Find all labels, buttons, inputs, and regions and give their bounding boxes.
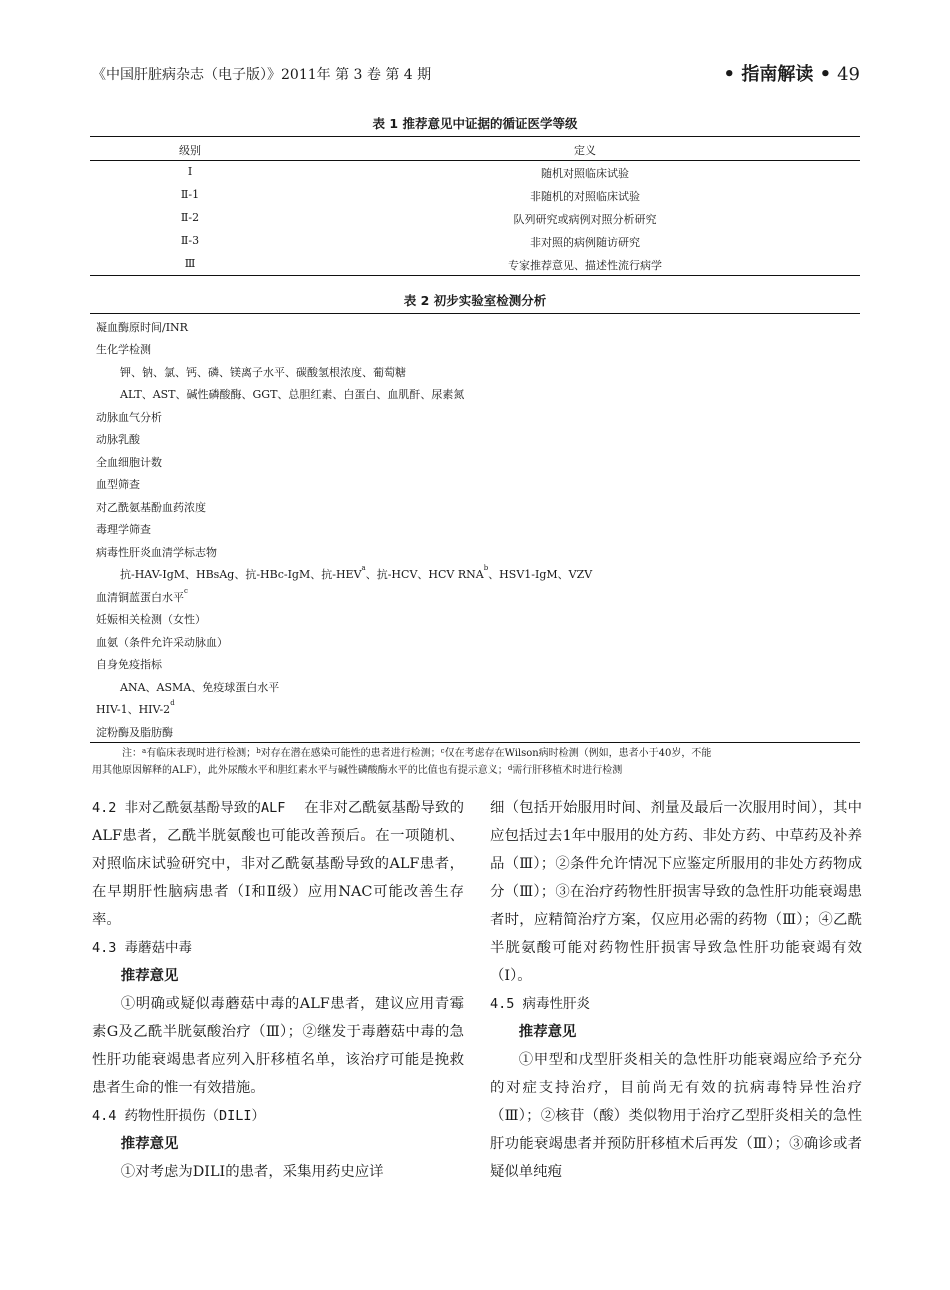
page-number: 49: [837, 64, 860, 85]
table1-definition: 专家推荐意见、描述性流行病学: [508, 259, 662, 272]
paragraph-4-4-start: ①对考虑为DILI的患者，采集用药史应详: [120, 1164, 384, 1180]
section-title: • 指南解读 •: [723, 64, 832, 85]
table2-item: 全血细胞计数: [96, 456, 162, 469]
table2-item: 生化学检测: [96, 343, 151, 356]
table2-item: 动脉乳酸: [96, 433, 140, 446]
table2-subitem: 抗-HAV-IgM、HBsAg、抗-HBc-IgM、抗-HEV$^a$、抗-HCV、HCV RNA$^b$、HSV1-IgM、VZV: [120, 564, 593, 581]
table2-item: 淀粉酶及脂肪酶: [96, 726, 173, 739]
right-column: [490, 794, 862, 1186]
paragraph-4-4-cont: 细（包括开始服用时间、剂量及最后一次服用时间），其中应包括过去1年中服用的处方药、非处方药、中草药及补养品（Ⅲ）；②条件允许情况下应鉴定所服用的非处方药物成分（Ⅲ）；③在治疗药物性肝损害导致的急性肝功能衰竭患者时，应精简治疗方案，仅应用必需的药物（Ⅲ）；④乙酰半胱氨酸可能对药物性肝损害导致急性肝功能衰竭有效（Ⅰ）。: [490, 800, 862, 984]
paragraph-4-3: ①明确或疑似毒蘑菇中毒的ALF患者，建议应用青霉素G及乙酰半胱氨酸治疗（Ⅲ）；②继发于毒蘑菇中毒的急性肝功能衰竭患者应列入肝移植名单，该治疗可能是挽救患者生命的惟一有效措施。: [92, 996, 464, 1096]
table2-item: 动脉血气分析: [96, 411, 162, 424]
table2-subitem: ANA、ASMA、免疫球蛋白水平: [120, 681, 280, 694]
paragraph-4-2: 4.2 非对乙酰氨基酚导致的ALF 在非对乙酰氨基酚导致的ALF患者，乙酰半胱氨酸也可能改善预后。在一项随机、对照临床试验研究中，非对乙酰氨基酚导致的ALF患者，在早期肝性脑病患者（Ⅰ和Ⅱ级）应用NAC可能改善生存率。: [92, 800, 464, 928]
table2-bottom-rule: [90, 742, 860, 743]
table2-item: 病毒性肝炎血清学标志物: [96, 546, 217, 559]
table2-item: 血清铜蓝蛋白水平$^c$: [96, 587, 188, 604]
recommendation-label: 推荐意见: [120, 1136, 179, 1152]
table1-top-rule: [90, 136, 860, 137]
table2-top-rule: [90, 313, 860, 314]
table1-header-rule: [90, 160, 860, 161]
heading-4-5: 4.5 病毒性肝炎: [490, 996, 591, 1012]
table2-subitem: 钾、钠、氯、钙、磷、镁离子水平、碳酸氢根浓度、葡萄糖: [120, 366, 406, 379]
table1-level: Ⅱ-2: [180, 211, 200, 224]
table2-item: HIV-1、HIV-2$^d$: [96, 699, 175, 716]
table1-level: Ⅱ-1: [180, 188, 200, 201]
table2-item: 血型筛查: [96, 478, 140, 491]
table1-level: Ⅰ: [187, 165, 193, 178]
table1-bottom-rule: [90, 275, 860, 276]
table1-definition: 非随机的对照临床试验: [530, 190, 640, 203]
table1-definition: 队列研究或病例对照分析研究: [513, 213, 657, 226]
heading-4-3: 4.3 毒蘑菇中毒: [92, 940, 193, 956]
table1-level: Ⅱ-3: [180, 234, 200, 247]
table2-item: 凝血酶原时间/INR: [96, 321, 188, 334]
table2-item: 毒理学筛查: [96, 523, 151, 536]
table1-header-level: 级别: [179, 144, 201, 157]
journal-header: 《中国肝脏病杂志（电子版）》2011年 第 3 卷 第 4 期: [92, 67, 432, 83]
table1-caption: 表 1 推荐意见中证据的循证医学等级: [372, 116, 578, 131]
recommendation-label: 推荐意见: [120, 968, 179, 984]
recommendation-label: 推荐意见: [518, 1024, 577, 1040]
table2-subitem: ALT、AST、碱性磷酸酶、GGT、总胆红素、白蛋白、血肌酐、尿素氮: [120, 388, 465, 401]
table1-definition: 非对照的病例随访研究: [530, 236, 640, 249]
table2-item: 对乙酰氨基酚血药浓度: [96, 501, 206, 514]
table1-definition: 随机对照临床试验: [541, 167, 629, 180]
heading-4-4: 4.4 药物性肝损伤（DILI）: [92, 1108, 266, 1124]
table2-caption: 表 2 初步实验室检测分析: [403, 293, 547, 308]
table2-item: 自身免疫指标: [96, 658, 162, 671]
paragraph-4-5: ①甲型和戊型肝炎相关的急性肝功能衰竭应给予充分的对症支持治疗，目前尚无有效的抗病毒特异性治疗（Ⅲ）；②核苷（酸）类似物用于治疗乙型肝炎相关的急性肝功能衰竭患者并预防肝移植术后再发（Ⅲ）；③确诊或者疑似单纯疱: [490, 1052, 862, 1180]
section-header: [724, 60, 860, 86]
table2-item: 妊娠相关检测（女性）: [96, 613, 206, 626]
table2-item: 血氨（条件允许采动脉血）: [96, 636, 228, 649]
table1-header-definition: 定义: [574, 144, 596, 157]
table2-footnote: 注：$^a$有临床表现时进行检测；$^b$对存在潜在感染可能性的患者进行检测；$^c$仅在考虑存在Wilson病时检测（例如，患者小于40岁，不能 用其他原因解释的ALF），此外尿酸水平和胆红素水平与碱性磷酸酶水平的比值也有提示意义；$^d$需行肝移植术时进行检测: [92, 747, 712, 776]
table1-level: Ⅲ: [184, 257, 196, 270]
left-column: [92, 794, 464, 1186]
